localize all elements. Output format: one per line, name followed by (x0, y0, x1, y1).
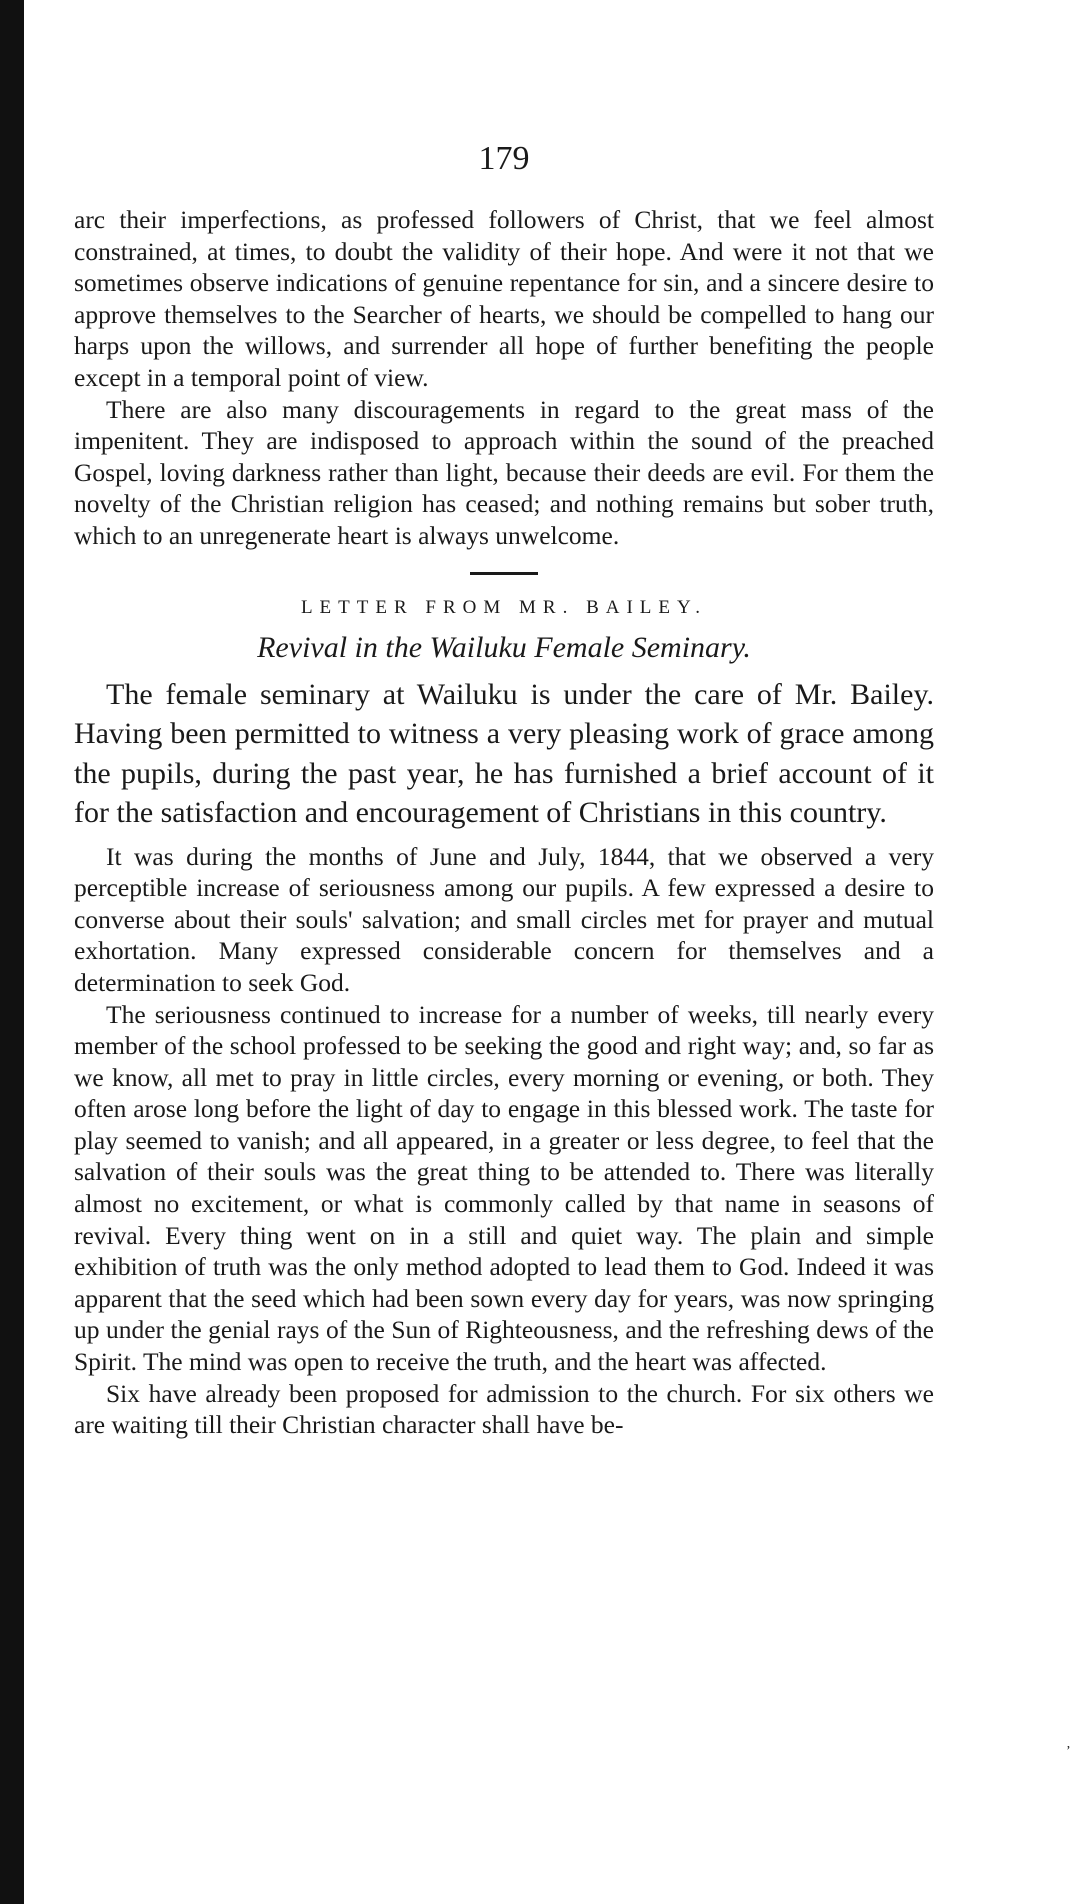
continuation-paragraph: There are also many discouragements in regard to the great mass of the impenitent. They are indisposed to approach within the sound of the preached Gospel, loving darkness rather than light, because their deeds are evil. For them the novelty of the Christian religion has ceased; and nothing remains but sober truth, which to an unregenerate heart is always unwelcome. (74, 394, 934, 550)
binding-edge (0, 0, 24, 1904)
page-number: 179 (478, 140, 530, 177)
letter-paragraph: Six have already been proposed for admission to the church. For six others we are waiting till their Christian character shall have be- (74, 1378, 934, 1440)
continuation-paragraph: arc their imperfections, as professed followers of Christ, that we feel almost constrained, at times, to doubt the validity of their hope. And were it not that we sometimes observe indications of genuine repentance for sin, and a sincere desire to approve themselves to the Searcher of hearts, we should be compelled to hang our harps upon the willows, and surrender all hope of further benefiting the people except in a temporal point of view. (74, 205, 934, 392)
letter-paragraph: It was during the months of June and July, 1844, that we observed a very perceptible increase of seriousness among our pupils. A few expressed a desire to converse about their souls' salvation; and small circles met for prayer and mutual exhortation. Many expressed considerable concern for themselves and a determination to seek God. (74, 841, 934, 997)
section-divider (470, 572, 538, 575)
letter-paragraph: The seriousness continued to increase for a number of weeks, till nearly every member of the school professed to be seeking the good and right way; and, so far as we know, all met to pray in little circles, every morning or evening, or both. They often arose long before the light of day to engage in this blessed work. The taste for play seemed to vanish; and all appeared, in a greater or less degree, to feel that the salvation of their souls was the great thing to be attended to. There was literally almost no excitement, or what is commonly called by that name in seasons of revival. Every thing went on in a still and quiet way. The plain and simple exhibition of truth was the only method adopted to lead them to God. Indeed it was apparent that the seed which had been sown every day for years, was now springing up under the genial rays of the Sun of Righteousness, and the refreshing dews of the Spirit. The mind was open to receive the truth, and the heart was affected. (74, 999, 934, 1377)
letter-heading: LETTER FROM MR. BAILEY. (300, 596, 708, 618)
stray-mark: ʼ (1066, 1744, 1071, 1759)
editorial-intro: The female seminary at Wailuku is under the care of Mr. Bailey. Having been permitted to witness a very pleasing work of grace among the pupils, during the past year, he has furnished a brief account of it for the satisfaction and encouragement of Christians in this country. (74, 677, 934, 830)
letter-subtitle: Revival in the Wailuku Female Seminary. (257, 630, 751, 664)
book-page (74, 130, 934, 1441)
